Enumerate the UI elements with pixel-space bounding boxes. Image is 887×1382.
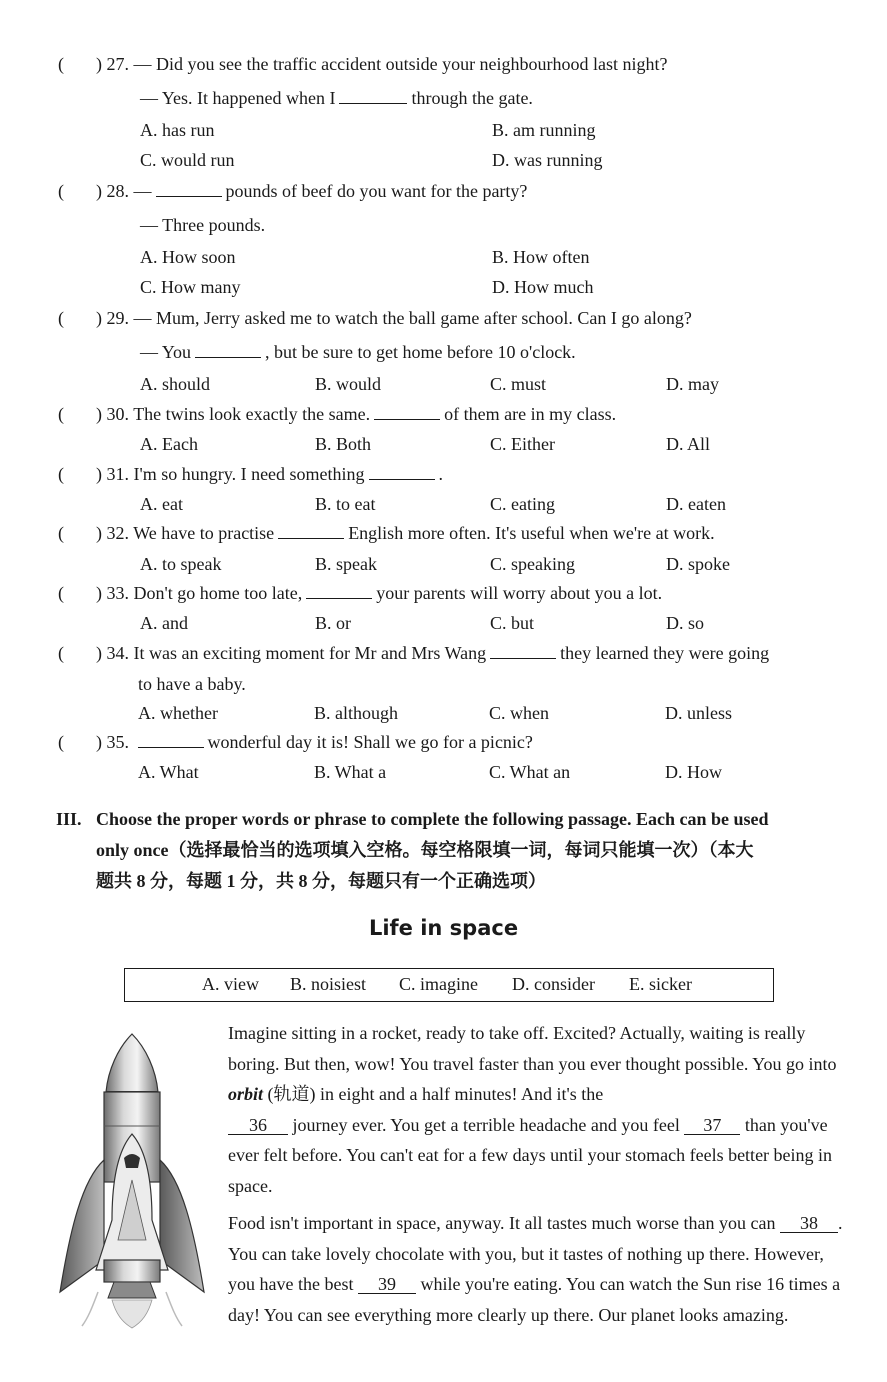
option-a[interactable]: A. has run bbox=[140, 120, 215, 140]
blank-37[interactable]: 37 bbox=[684, 1116, 740, 1135]
question-34-line2: to have a baby. bbox=[138, 674, 246, 694]
answer-paren[interactable]: ( bbox=[58, 732, 64, 752]
option-a[interactable]: A. whether bbox=[138, 703, 218, 723]
option-d[interactable]: D. spoke bbox=[666, 554, 730, 574]
question-text: they learned they were going bbox=[560, 643, 770, 663]
passage-text: than you've ever felt before. You can't eat for a few days until your stomach feels better being in space. bbox=[228, 1114, 833, 1196]
question-31 bbox=[96, 463, 443, 485]
option-d[interactable]: D. may bbox=[666, 374, 719, 394]
option-b[interactable]: B. would bbox=[315, 374, 382, 394]
answer-paren[interactable]: ( bbox=[58, 523, 64, 543]
question-number: ) 28. bbox=[96, 181, 129, 201]
option-d[interactable]: D. How bbox=[665, 762, 722, 782]
question-28-line2: — Three pounds. bbox=[140, 215, 266, 235]
passage-paragraph-1 bbox=[228, 1018, 848, 1202]
option-a[interactable]: A. to speak bbox=[140, 554, 222, 574]
section-instructions bbox=[56, 804, 856, 897]
passage-text: Food isn't important in space, anyway. It all tastes much worse than you can bbox=[228, 1213, 780, 1233]
question-34 bbox=[96, 642, 769, 664]
option-a[interactable]: A. should bbox=[140, 374, 211, 394]
option-a[interactable]: A. eat bbox=[140, 494, 183, 514]
question-29 bbox=[96, 307, 692, 329]
question-text: — Mum, Jerry asked me to watch the ball game after school. Can I go along? bbox=[133, 308, 692, 328]
question-text: of them are in my class. bbox=[444, 404, 617, 424]
option-d[interactable]: D. All bbox=[666, 434, 711, 454]
blank-36[interactable]: 36 bbox=[228, 1116, 288, 1135]
option-d[interactable]: D. unless bbox=[665, 703, 732, 723]
option-b[interactable]: B. although bbox=[314, 703, 398, 723]
question-number: ) 33. bbox=[96, 583, 129, 603]
passage-text: (轨道) in eight and a half minutes! And it's the bbox=[263, 1084, 604, 1105]
option-c[interactable]: C. What an bbox=[489, 762, 571, 782]
section-number: III. bbox=[56, 809, 82, 829]
option-b[interactable]: B. speak bbox=[315, 554, 377, 574]
passage-term: orbit bbox=[228, 1084, 264, 1105]
question-27-line2 bbox=[140, 87, 533, 109]
question-35 bbox=[96, 731, 533, 753]
blank-39[interactable]: 39 bbox=[358, 1275, 416, 1294]
question-text: English more often. It's useful when we're at work. bbox=[348, 523, 715, 543]
question-33 bbox=[96, 582, 662, 604]
question-28 bbox=[96, 180, 527, 202]
option-c[interactable]: C. How many bbox=[140, 277, 241, 297]
passage-title: Life in space bbox=[368, 916, 519, 940]
answer-blank bbox=[156, 180, 222, 197]
option-a[interactable]: A. What bbox=[138, 762, 199, 782]
word-option: C. imagine bbox=[399, 974, 478, 994]
section-line: only once（选择最恰当的选项填入空格。每空格限填一词，每词只能填一次）（本大 bbox=[96, 840, 754, 860]
question-text: It was an exciting moment for Mr and Mrs Wang bbox=[133, 643, 487, 663]
answer-paren[interactable]: ( bbox=[58, 464, 64, 484]
answer-paren[interactable]: ( bbox=[58, 54, 64, 74]
option-a[interactable]: A. Each bbox=[140, 434, 198, 454]
answer-blank bbox=[374, 403, 440, 420]
option-c[interactable]: C. but bbox=[490, 613, 535, 633]
option-d[interactable]: D. was running bbox=[492, 150, 603, 170]
question-number: ) 32. bbox=[96, 523, 129, 543]
question-number: ) 29. bbox=[96, 308, 129, 328]
question-number: ) 35. bbox=[96, 732, 129, 752]
question-text: . bbox=[438, 464, 444, 484]
option-b[interactable]: B. Both bbox=[315, 434, 372, 454]
option-a[interactable]: A. How soon bbox=[140, 247, 236, 267]
passage-text: while you're eating. You can watch the Sun rise 16 times a day! You can see everything more clearly up there. Our planet looks amazing. bbox=[228, 1274, 841, 1325]
word-option: B. noisiest bbox=[290, 974, 367, 994]
question-text: your parents will worry about you a lot. bbox=[376, 583, 663, 603]
option-b[interactable]: B. am running bbox=[492, 120, 596, 140]
answer-paren[interactable]: ( bbox=[58, 583, 64, 603]
question-text: — Yes. It happened when I bbox=[140, 88, 336, 108]
question-text: I'm so hungry. I need something bbox=[133, 464, 365, 484]
answer-paren[interactable]: ( bbox=[58, 181, 64, 201]
answer-blank bbox=[490, 642, 556, 659]
option-c[interactable]: C. speaking bbox=[490, 554, 575, 574]
question-number: ) 34. bbox=[96, 643, 129, 663]
section-line: Choose the proper words or phrase to complete the following passage. Each can be used bbox=[96, 809, 769, 829]
word-option: A. view bbox=[202, 974, 259, 994]
question-30 bbox=[96, 403, 616, 425]
word-bank bbox=[124, 968, 774, 1002]
option-d[interactable]: D. so bbox=[666, 613, 705, 633]
question-number: ) 31. bbox=[96, 464, 129, 484]
option-b[interactable]: B. or bbox=[315, 613, 351, 633]
option-b[interactable]: B. How often bbox=[492, 247, 590, 267]
option-c[interactable]: C. would run bbox=[140, 150, 235, 170]
passage-text: Imagine sitting in a rocket, ready to take off. Excited? Actually, waiting is really boring. But then, wow! You travel faster than you ever thought possible. You go into bbox=[228, 1023, 837, 1074]
answer-blank bbox=[339, 87, 407, 104]
question-text: The twins look exactly the same. bbox=[133, 404, 371, 424]
question-text: through the gate. bbox=[411, 88, 533, 108]
answer-blank bbox=[195, 341, 261, 358]
answer-paren[interactable]: ( bbox=[58, 308, 64, 328]
option-b[interactable]: B. to eat bbox=[315, 494, 376, 514]
word-option: E. sicker bbox=[629, 974, 692, 994]
question-text: pounds of beef do you want for the party? bbox=[225, 181, 528, 201]
answer-blank bbox=[306, 582, 372, 599]
passage-text: . You can take lovely chocolate with you, but it tastes of nothing up there. However, you have the best bbox=[228, 1213, 843, 1295]
question-text: We have to practise bbox=[133, 523, 275, 543]
question-number: ) 27. bbox=[96, 54, 129, 74]
answer-paren[interactable]: ( bbox=[58, 404, 64, 424]
question-text: Don't go home too late, bbox=[133, 583, 303, 603]
blank-38[interactable]: 38 bbox=[780, 1214, 838, 1233]
option-d[interactable]: D. How much bbox=[492, 277, 594, 297]
option-c[interactable]: C. must bbox=[490, 374, 547, 394]
option-c[interactable]: C. eating bbox=[490, 494, 555, 514]
section-line: 题共 8 分，每题 1 分，共 8 分，每题只有一个正确选项） bbox=[96, 871, 546, 891]
answer-blank bbox=[369, 463, 435, 480]
word-option: D. consider bbox=[512, 974, 595, 994]
answer-blank bbox=[278, 522, 344, 539]
question-text: — You bbox=[140, 342, 192, 362]
rocket-icon bbox=[52, 1030, 212, 1330]
option-c[interactable]: C. when bbox=[489, 703, 549, 723]
question-32 bbox=[96, 522, 715, 544]
question-number: ) 30. bbox=[96, 404, 129, 424]
answer-blank bbox=[138, 731, 204, 748]
option-a[interactable]: A. and bbox=[140, 613, 188, 633]
question-text: — bbox=[133, 181, 152, 201]
question-29-line2 bbox=[140, 341, 576, 363]
passage-text: journey ever. You get a terrible headache and you feel bbox=[288, 1114, 685, 1135]
question-27 bbox=[96, 53, 668, 75]
question-text: — Did you see the traffic accident outside your neighbourhood last night? bbox=[133, 54, 668, 74]
option-c[interactable]: C. Either bbox=[490, 434, 555, 454]
option-b[interactable]: B. What a bbox=[314, 762, 387, 782]
option-d[interactable]: D. eaten bbox=[666, 494, 726, 514]
answer-paren[interactable]: ( bbox=[58, 643, 64, 663]
question-text: , but be sure to get home before 10 o'clock. bbox=[265, 342, 576, 362]
question-text: wonderful day it is! Shall we go for a picnic? bbox=[207, 732, 533, 752]
passage-paragraph-2 bbox=[228, 1208, 848, 1330]
